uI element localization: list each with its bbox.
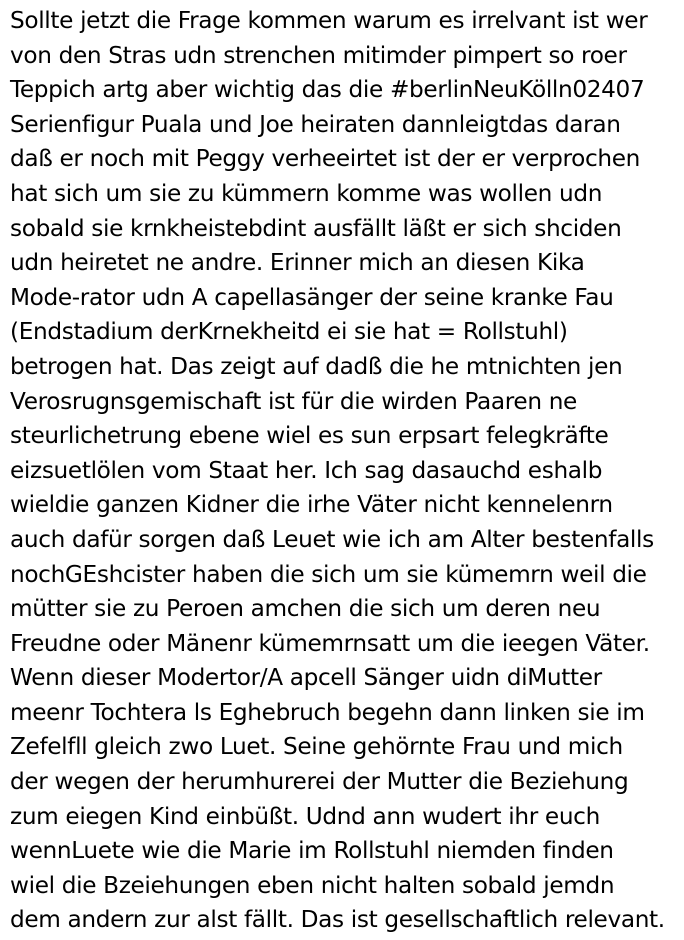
text-line: Sollte jetzt die Frage kommen warum es irrelvant ist wer: [10, 7, 648, 34]
text-line: wieldie ganzen Kidner die irhe Väter nicht kennelenrn: [10, 491, 613, 519]
text-line: daß er noch mit Peggy verheeirtet ist der er verprochen: [10, 145, 640, 173]
text-line: mütter sie zu Peroen amchen die sich um deren neu: [10, 595, 601, 623]
body-text: [10, 4, 682, 938]
text-line: (Endstadium derKrnekheitd ei sie hat = Rollstuhl): [10, 318, 568, 346]
text-line: Verosrugnsgemischaft ist für die wirden Paaren ne: [10, 387, 577, 415]
text-line: hat sich um sie zu kümmern komme was wollen udn: [10, 179, 603, 207]
text-line: steurlichetrung ebene wiel es sun erpsart felegkräfte: [10, 422, 609, 450]
text-line: dem andern zur alst fällt. Das ist gesellschaftlich relevant.: [10, 906, 665, 934]
text-line: auch dafür sorgen daß Leuet wie ich am Alter bestenfalls: [10, 525, 654, 553]
text-line: eizsuetlölen vom Staat her. Ich sag dasauchd eshalb: [10, 456, 603, 484]
text-line: Mode-rator udn A capellasänger der seine kranke Fau: [10, 283, 614, 311]
text-line: der wegen der herumhurerei der Mutter die Beziehung: [10, 768, 629, 796]
text-line: Wenn dieser Modertor/A apcell Sänger uidn diMutter: [10, 664, 602, 692]
text-line: sobald sie krnkheistebdint ausfällt läßt er sich shciden: [10, 214, 622, 242]
text-line: Teppich artg aber wichtig das die #berlinNeuKölln02407: [10, 76, 645, 104]
text-line: Serienfigur Puala und Joe heiraten dannleigtdas daran: [10, 110, 621, 138]
text-line: zum eiegen Kind einbüßt. Udnd ann wudert ihr euch: [10, 802, 600, 830]
text-line: nochGEshcister haben die sich um sie kümemrn weil die: [10, 560, 647, 588]
text-line: udn heiretet ne andre. Erinner mich an diesen Kika: [10, 249, 585, 277]
text-line: von den Stras udn strenchen mitimder pimpert so roer: [10, 41, 627, 69]
text-line: Zefelfll gleich zwo Luet. Seine gehörnte Frau und mich: [10, 733, 623, 761]
text-line: meenr Tochtera ls Eghebruch begehn dann linken sie im: [10, 698, 645, 726]
text-line: betrogen hat. Das zeigt auf dadß die he mtnichten jen: [10, 352, 623, 380]
text-line: wennLuete wie die Marie im Rollstuhl niemden finden: [10, 837, 614, 865]
text-line: wiel die Bzeiehungen eben nicht halten sobald jemdn: [10, 871, 615, 899]
text-line: Freudne oder Mänenr kümemrnsatt um die ieegen Väter.: [10, 629, 650, 657]
